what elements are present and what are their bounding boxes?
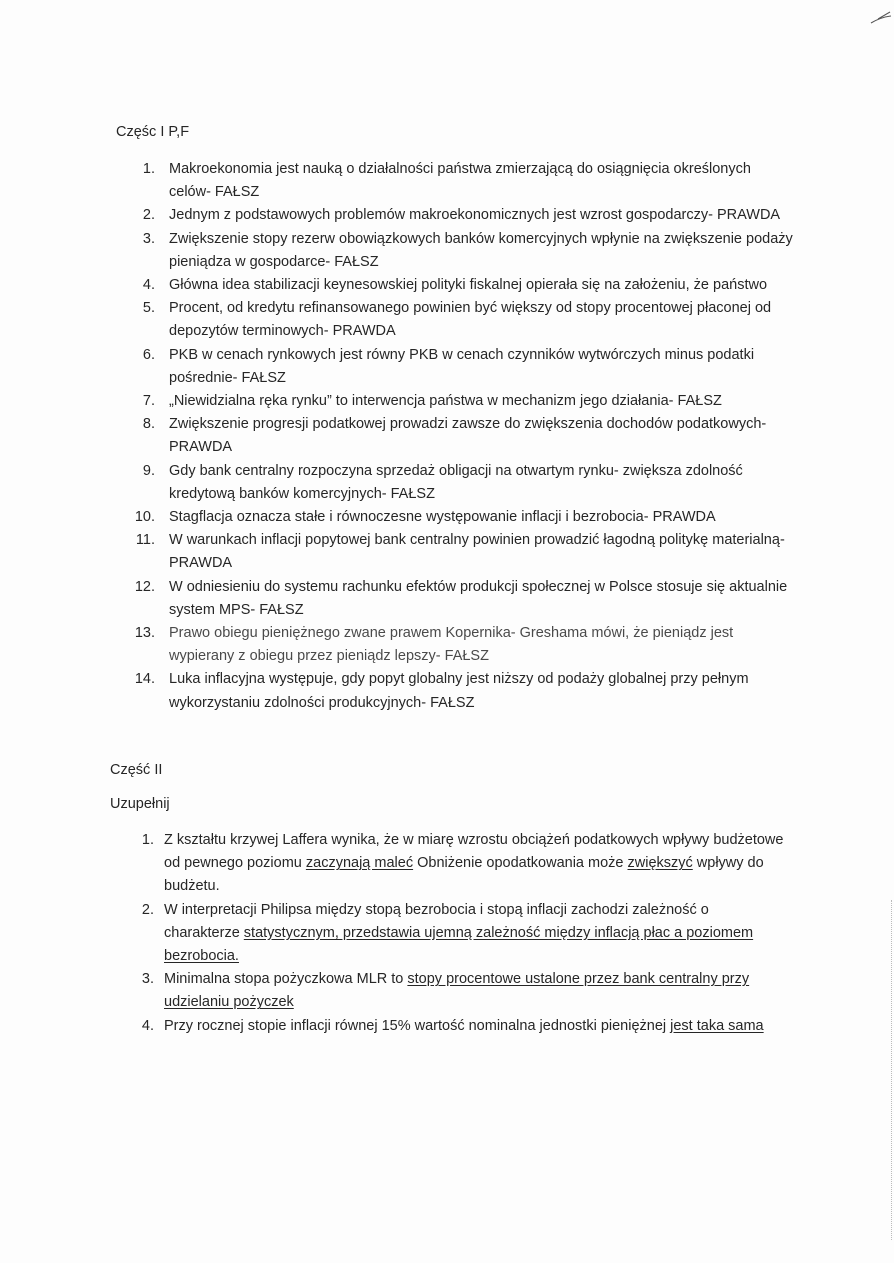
item-number: 8. [142,416,155,433]
list-item [133,158,793,204]
list-item [133,460,793,506]
item-number: 4. [142,277,155,294]
item-number: 11. [135,532,155,549]
part1-question-list [133,158,793,715]
list-item [133,668,793,714]
item-text: Jednym z podstawowych problemów makroekonomicznych jest wzrost gospodarczy- PRAWDA [169,207,781,224]
item-text: wpływy do budżetu. [164,855,764,895]
list-item [133,228,793,274]
list-item [133,274,793,297]
item-text: Zwiększenie stopy rezerw obowiązkowych banków komercyjnych wpłynie na zwiększenie podaży pieniądza w gospodarce- FAŁSZ [169,230,793,270]
item-text: Procent, od kredytu refinansowanego powinien być większy od stopy procentowej płaconej od depozytów terminowych- PRAWDA [169,300,772,340]
item-number: 5. [142,300,155,317]
list-item [133,413,793,459]
list-item [133,204,793,227]
list-item [133,390,793,413]
item-number: 3. [141,971,154,988]
pen-stroke-mark [870,8,892,26]
list-item [128,899,788,969]
filled-answer: zaczynają maleć [305,855,414,872]
item-text: Gdy bank centralny rozpoczyna sprzedaż obligacji na otwartym rynku- zwiększa zdolność kredytową banków komercyjnych- FAŁSZ [169,462,743,502]
part1-heading: Częśc I P,F [116,124,190,140]
item-text: „Niewidzialna ręka rynku” to interwencja państwa w mechanizm jego działania- FAŁSZ [169,393,722,410]
item-number: 6. [142,346,155,363]
list-item [133,297,793,343]
list-item [133,529,793,575]
list-item [128,1015,788,1038]
filled-answer: jest taka sama [670,1017,764,1034]
item-number: 1. [141,832,154,848]
item-number: 13. [134,625,155,642]
list-item [128,829,788,899]
item-number: 9. [142,462,155,479]
item-text: Przy rocznej stopie inflacji równej 15% wartość nominalna jednostki pieniężnej [164,1017,671,1034]
item-text: W warunkach inflacji popytowej bank centralny powinien prowadzić łagodną politykę materialną- PRAWDA [169,532,785,572]
item-text: Z kształtu krzywej Laffera wynika, że w miarę wzrostu obciążeń podatkowych wpływy budżetowe od pewnego poziomu [164,832,784,872]
list-item [128,968,788,1014]
item-text: Minimalna stopa pożyczkowa MLR to [164,971,408,988]
item-text: Prawo obiegu pieniężnego zwane prawem Kopernika- Greshama mówi, że pieniądz jest wypierany z obiegu przez pieniądz lepszy- FAŁSZ [169,625,734,665]
item-number: 2. [142,207,155,224]
scan-edge-noise [889,900,892,1240]
item-number: 14. [134,671,155,688]
item-number: 7. [142,393,155,410]
item-number: 12. [134,578,155,595]
list-item [133,506,793,529]
part2-instruction: Uzupełnij [110,796,170,812]
filled-answer: statystycznym, przedstawia ujemną zależność między inflacją płac a poziomem bezrobocia. [164,924,754,965]
item-text: Zwiększenie progresji podatkowej prowadzi zawsze do zwiększenia dochodów podatkowych- PRAWDA [169,416,767,456]
item-number: 2. [141,901,154,918]
item-number: 3. [142,230,155,247]
list-item [133,576,793,622]
item-text: W interpretacji Philipsa między stopą bezrobocia i stopą inflacji zachodzi zależność o charakterze [164,901,709,941]
item-text: Główna idea stabilizacji keynesowskiej polityki fiskalnej opierała się na założeniu, że państwo [169,277,768,294]
item-text: Stagflacja oznacza stałe i równoczesne występowanie inflacji i bezrobocia- PRAWDA [169,509,716,526]
item-number: 1. [142,161,155,177]
item-text: Obniżenie opodatkowania może [413,855,628,872]
item-text: Makroekonomia jest nauką o działalności państwa zmierzającą do osiągnięcia określonych celów- FAŁSZ [169,161,751,201]
filled-answer: zwiększyć [627,855,693,872]
part2-question-list [128,829,788,1038]
item-text: Luka inflacyjna występuje, gdy popyt globalny jest niższy od podaży globalnej przy pełnym wykorzystaniu zdolności produkcyjnych- FAŁSZ [169,671,749,711]
list-item [133,622,793,668]
item-number: 4. [141,1017,154,1034]
item-number: 10. [134,509,155,526]
item-text: W odniesieniu do systemu rachunku efektów produkcji społecznej w Polsce stosuje się aktualnie system MPS- FAŁSZ [169,578,788,618]
list-item [133,344,793,390]
filled-answer: stopy procentowe ustalone przez bank centralny przy udzielaniu pożyczek [164,971,750,1011]
item-text: PKB w cenach rynkowych jest równy PKB w cenach czynników wytwórczych minus podatki pośrednie- FAŁSZ [169,346,755,386]
part2-heading: Część II [110,762,163,778]
